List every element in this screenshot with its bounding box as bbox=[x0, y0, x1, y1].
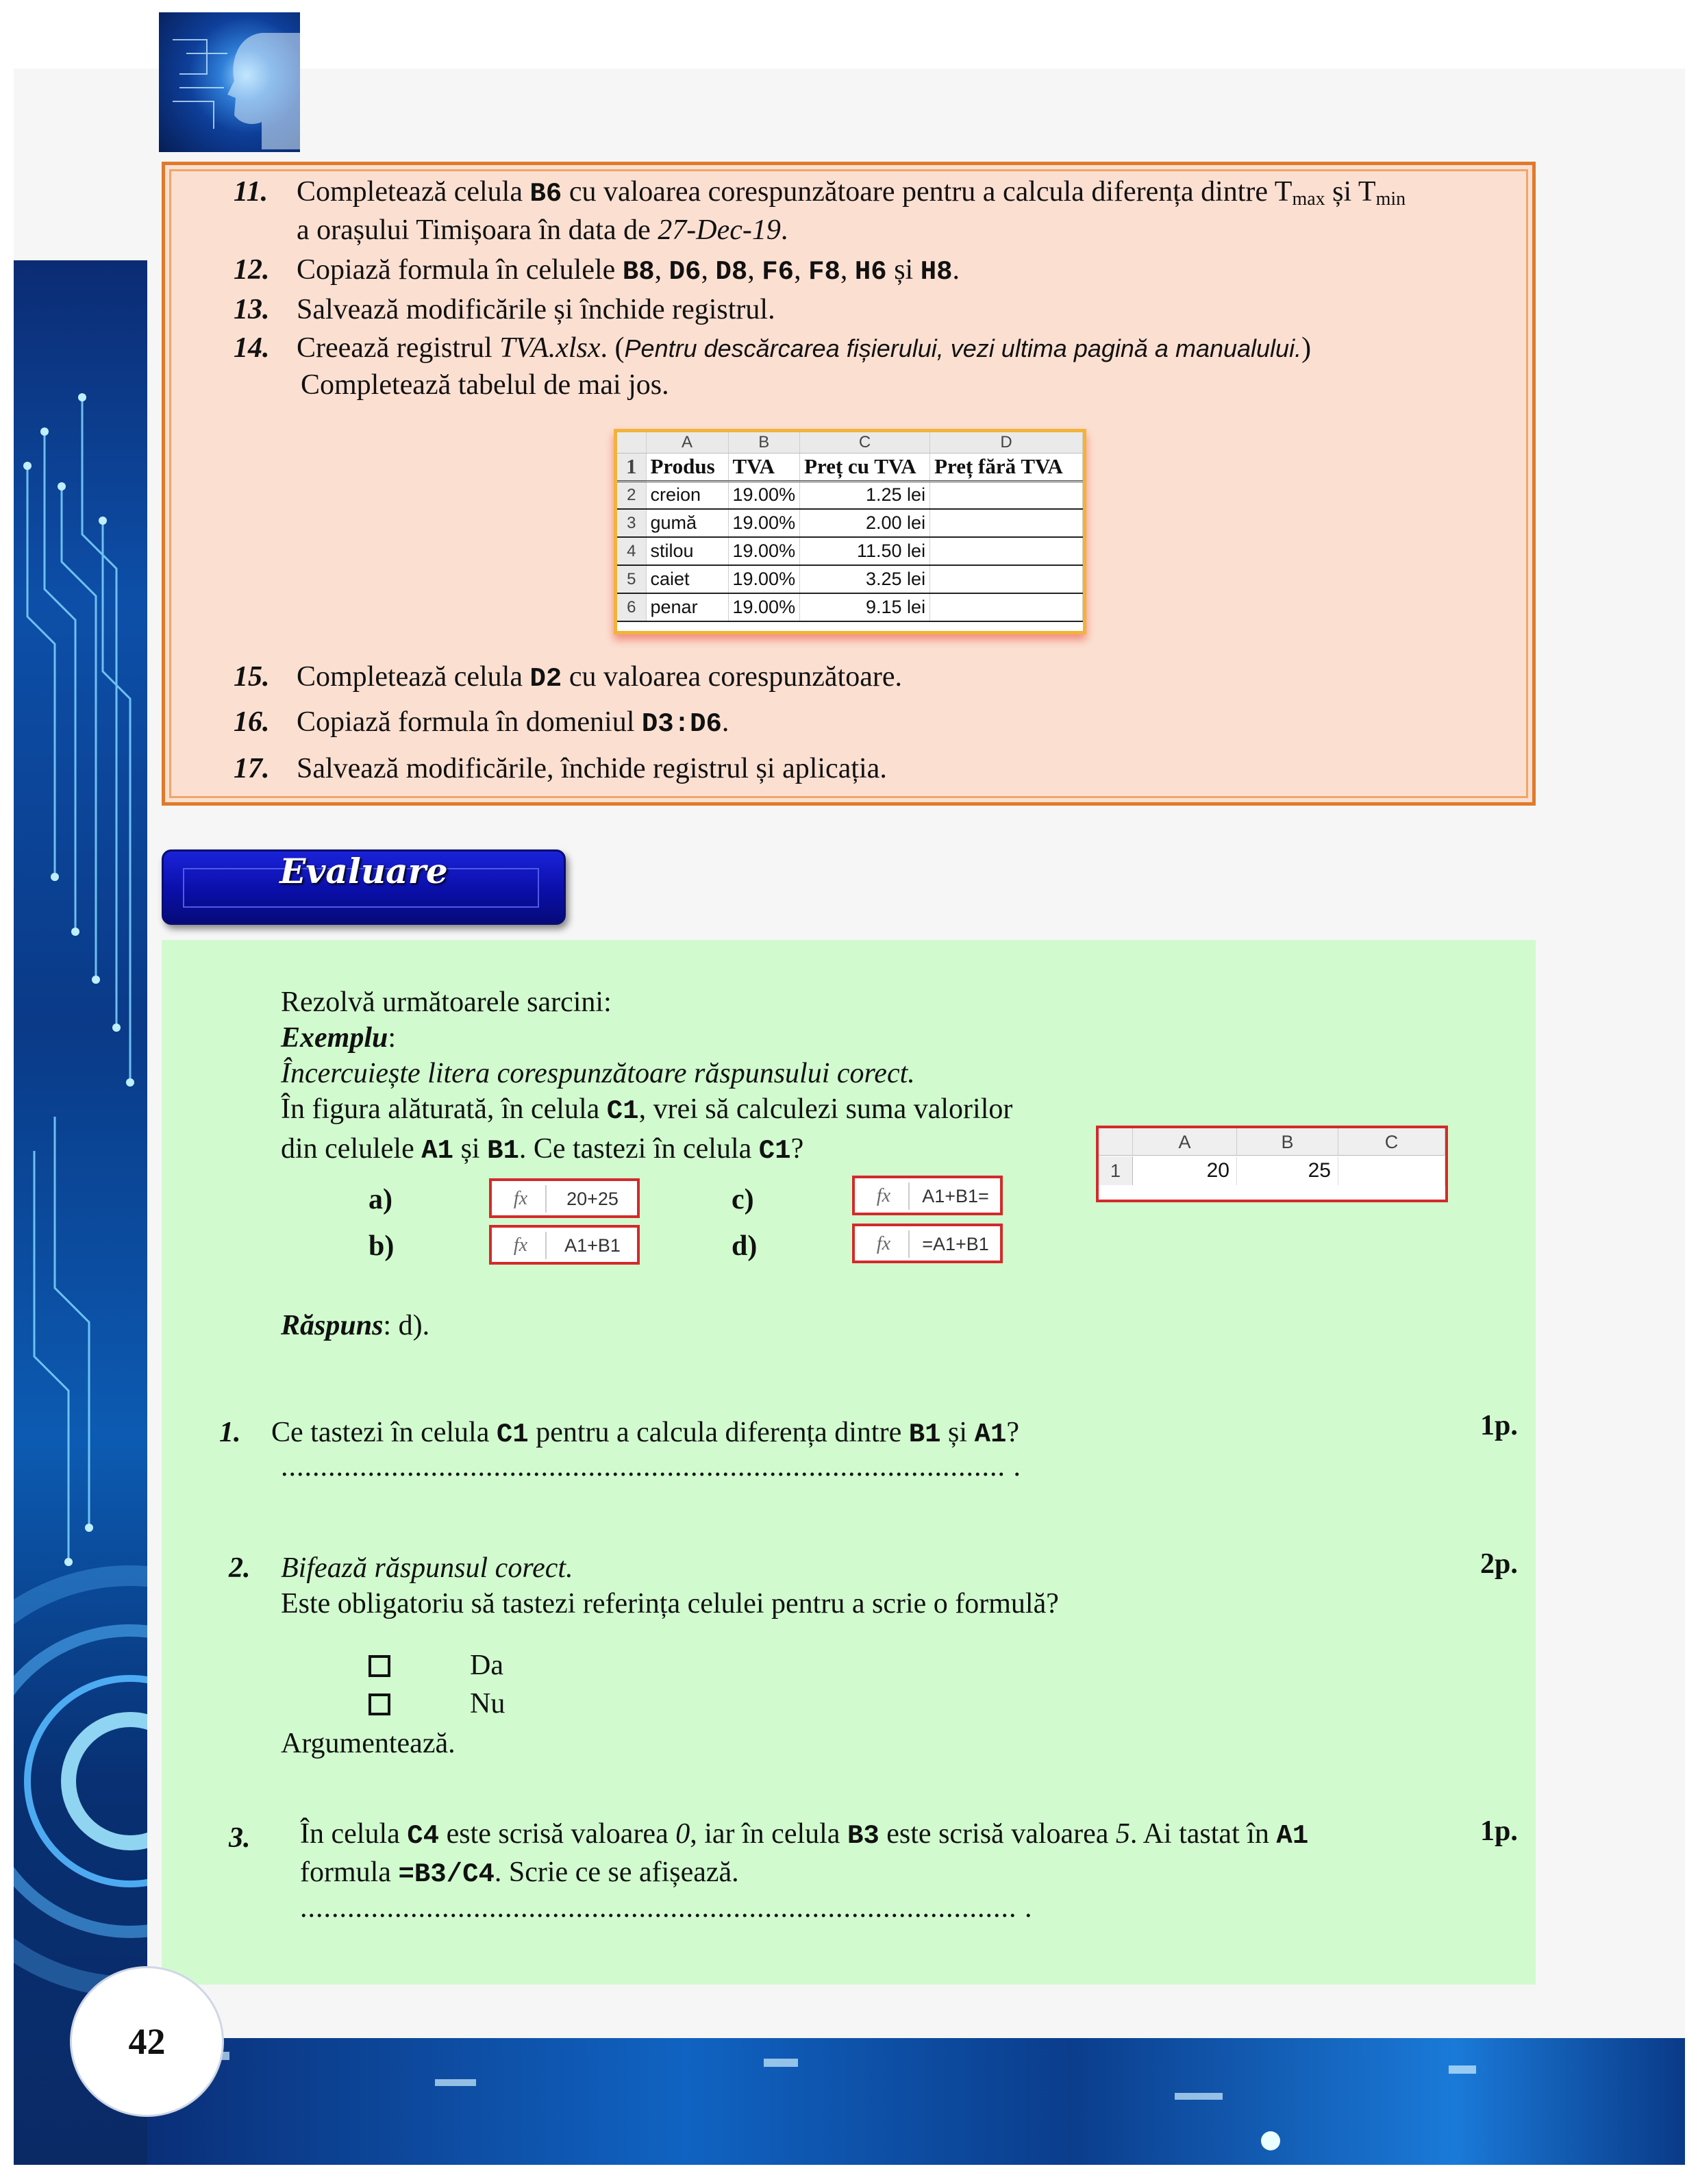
option-d-letter: d) bbox=[732, 1230, 758, 1262]
question-3-text-line1: În celula C4 este scrisă valoarea 0, iar în celula B3 este scrisă valoarea 5. Ai tastat în A1 bbox=[300, 1818, 1309, 1851]
question-1-text: Ce tastezi în celula C1 pentru a calcula diferența dintre B1 și A1? bbox=[271, 1417, 1020, 1450]
task-number: 11. bbox=[234, 176, 269, 208]
answer-line[interactable]: ............................................................................................ . bbox=[281, 1451, 1021, 1482]
column-header: A bbox=[1133, 1128, 1237, 1156]
column-header: B bbox=[728, 432, 800, 453]
cell-a1: 20 bbox=[1133, 1156, 1237, 1185]
example-instruction: Încercuiește litera corespunzătoare răspunsului corect. bbox=[281, 1058, 915, 1089]
option-c-formula-bar bbox=[852, 1176, 1003, 1215]
ai-head-logo bbox=[159, 12, 300, 152]
row-header: 3 bbox=[617, 509, 646, 537]
row-header: 1 bbox=[617, 453, 646, 481]
table-cell: 19.00% bbox=[728, 565, 800, 593]
task-number: 16. bbox=[234, 706, 270, 738]
task-14-text: Creează registrul TVA.xlsx. (Pentru descărcarea fișierului, vezi ultima pagină a manualului.) bbox=[297, 332, 1312, 364]
task-12-text: Copiază formula în celulele B8, D6, D8, F6, F8, H6 și H8. bbox=[297, 254, 960, 287]
question-number: 2. bbox=[229, 1552, 251, 1584]
task-17-text: Salvează modificările, închide registrul și aplicația. bbox=[297, 753, 887, 784]
header-cell: Preț fără TVA bbox=[930, 453, 1083, 481]
column-header: D bbox=[930, 432, 1083, 453]
option-a-formula-bar bbox=[489, 1178, 640, 1218]
row-header: 6 bbox=[617, 593, 646, 621]
example-label-line: Exemplu: bbox=[281, 1022, 397, 1054]
evaluare-banner bbox=[162, 849, 566, 925]
question-2-instruction: Bifează răspunsul corect. bbox=[281, 1552, 573, 1584]
table-cell: stilou bbox=[646, 537, 728, 565]
circuit-bottom-decoration bbox=[147, 2038, 1685, 2165]
table-cell: penar bbox=[646, 593, 728, 621]
formula-value: 20+25 bbox=[566, 1189, 619, 1209]
argue-prompt: Argumentează. bbox=[281, 1728, 455, 1759]
column-header: C bbox=[800, 432, 930, 453]
table-row bbox=[617, 509, 1083, 537]
column-header-row bbox=[1099, 1128, 1445, 1156]
evaluare-title: Evaluare bbox=[279, 851, 448, 891]
option-b-formula-bar bbox=[489, 1225, 640, 1265]
table-cell: 19.00% bbox=[728, 537, 800, 565]
formula-value: =A1+B1 bbox=[922, 1234, 989, 1254]
circuit-side-decoration bbox=[14, 260, 147, 2165]
table-row bbox=[617, 537, 1083, 565]
task-16-text: Copiază formula în domeniul D3:D6. bbox=[297, 706, 729, 739]
task-box bbox=[162, 162, 1536, 806]
fx-icon: fx bbox=[859, 1230, 910, 1258]
table-cell: gumă bbox=[646, 509, 728, 537]
corner-cell bbox=[1099, 1128, 1133, 1156]
table-row bbox=[617, 481, 1083, 509]
task-number: 14. bbox=[234, 332, 270, 364]
assessment-box bbox=[162, 940, 1536, 1985]
task-15-text: Completează celula D2 cu valoarea corespunzătoare. bbox=[297, 661, 903, 694]
task-11-text: Completează celula B6 cu valoarea corespunzătoare pentru a calcula diferența dintre $T_{max}$ și $T_{min}$ bbox=[297, 176, 1406, 210]
tva-spreadsheet bbox=[614, 429, 1086, 634]
table-cell bbox=[930, 537, 1083, 565]
task-number: 13. bbox=[234, 294, 270, 325]
example-answer: Răspuns: d). bbox=[281, 1310, 430, 1341]
question-number: 3. bbox=[229, 1822, 251, 1854]
task-14-text-line2: Completează tabelul de mai jos. bbox=[301, 369, 669, 401]
table-row bbox=[617, 593, 1083, 621]
task-number: 12. bbox=[234, 254, 270, 286]
row-header: 5 bbox=[617, 565, 646, 593]
task-number: 17. bbox=[234, 753, 270, 784]
row-header: 4 bbox=[617, 537, 646, 565]
header-cell: Produs bbox=[646, 453, 728, 481]
answer-line[interactable]: ........................................................................................... . bbox=[300, 1892, 1033, 1924]
table-cell: 1.25 lei bbox=[800, 481, 930, 509]
row-header: 2 bbox=[617, 481, 646, 509]
task-11-text-line2: a orașului Timișoara în data de 27-Dec-19. bbox=[297, 214, 788, 246]
corner-cell bbox=[617, 432, 646, 453]
table-cell: 9.15 lei bbox=[800, 593, 930, 621]
table-cell: 19.00% bbox=[728, 481, 800, 509]
table-cell bbox=[930, 481, 1083, 509]
table-cell bbox=[930, 509, 1083, 537]
table-cell: 11.50 lei bbox=[800, 537, 930, 565]
cell-b1: 25 bbox=[1237, 1156, 1338, 1185]
page-number: 42 bbox=[128, 2021, 166, 2062]
option-c-letter: c) bbox=[732, 1184, 754, 1215]
option-d-formula-bar bbox=[852, 1224, 1003, 1263]
checkbox-nu[interactable] bbox=[369, 1693, 390, 1715]
column-header: C bbox=[1338, 1128, 1445, 1156]
header-cell: TVA bbox=[728, 453, 800, 481]
example-question-line2: din celulele A1 și B1. Ce tastezi în celula C1? bbox=[281, 1133, 804, 1166]
column-header: B bbox=[1237, 1128, 1338, 1156]
fx-icon: fx bbox=[496, 1185, 547, 1213]
table-cell: 19.00% bbox=[728, 593, 800, 621]
question-number: 1. bbox=[219, 1417, 241, 1448]
page-number-badge bbox=[70, 1966, 224, 2117]
task-13-text: Salvează modificările și închide registrul. bbox=[297, 294, 775, 325]
table-cell bbox=[930, 565, 1083, 593]
fx-icon: fx bbox=[496, 1232, 547, 1259]
formula-value: A1+B1= bbox=[922, 1186, 989, 1206]
question-2-text: Este obligatoriu să tastezi referința celulei pentru a scrie o formulă? bbox=[281, 1588, 1059, 1620]
question-3-text-line2: formula =B3/C4. Scrie ce se afișează. bbox=[300, 1857, 739, 1889]
option-a-letter: a) bbox=[369, 1184, 392, 1215]
cell-c1 bbox=[1338, 1156, 1445, 1185]
table-cell: 3.25 lei bbox=[800, 565, 930, 593]
row-header: 1 bbox=[1099, 1156, 1133, 1185]
table-cell bbox=[930, 593, 1083, 621]
table-row bbox=[617, 565, 1083, 593]
header-cell: Preț cu TVA bbox=[800, 453, 930, 481]
example-spreadsheet bbox=[1096, 1126, 1448, 1202]
points-badge: 1p. bbox=[1480, 1410, 1518, 1441]
assessment-intro: Rezolvă următoarele sarcini: bbox=[281, 986, 612, 1018]
formula-value: A1+B1 bbox=[564, 1235, 621, 1256]
table-cell: creion bbox=[646, 481, 728, 509]
column-header: A bbox=[646, 432, 728, 453]
fx-icon: fx bbox=[859, 1182, 910, 1210]
choice-label: Da bbox=[470, 1650, 503, 1681]
table-header-row bbox=[617, 453, 1083, 481]
example-question-line1: În figura alăturată, în celula C1, vrei să calculezi suma valorilor bbox=[281, 1093, 1013, 1126]
checkbox-da[interactable] bbox=[369, 1655, 390, 1677]
choice-label: Nu bbox=[470, 1688, 505, 1720]
points-badge: 1p. bbox=[1480, 1815, 1518, 1847]
points-badge: 2p. bbox=[1480, 1548, 1518, 1580]
task-number: 15. bbox=[234, 661, 270, 693]
table-cell: 2.00 lei bbox=[800, 509, 930, 537]
table-cell: 19.00% bbox=[728, 509, 800, 537]
table-cell: caiet bbox=[646, 565, 728, 593]
option-b-letter: b) bbox=[369, 1230, 395, 1262]
